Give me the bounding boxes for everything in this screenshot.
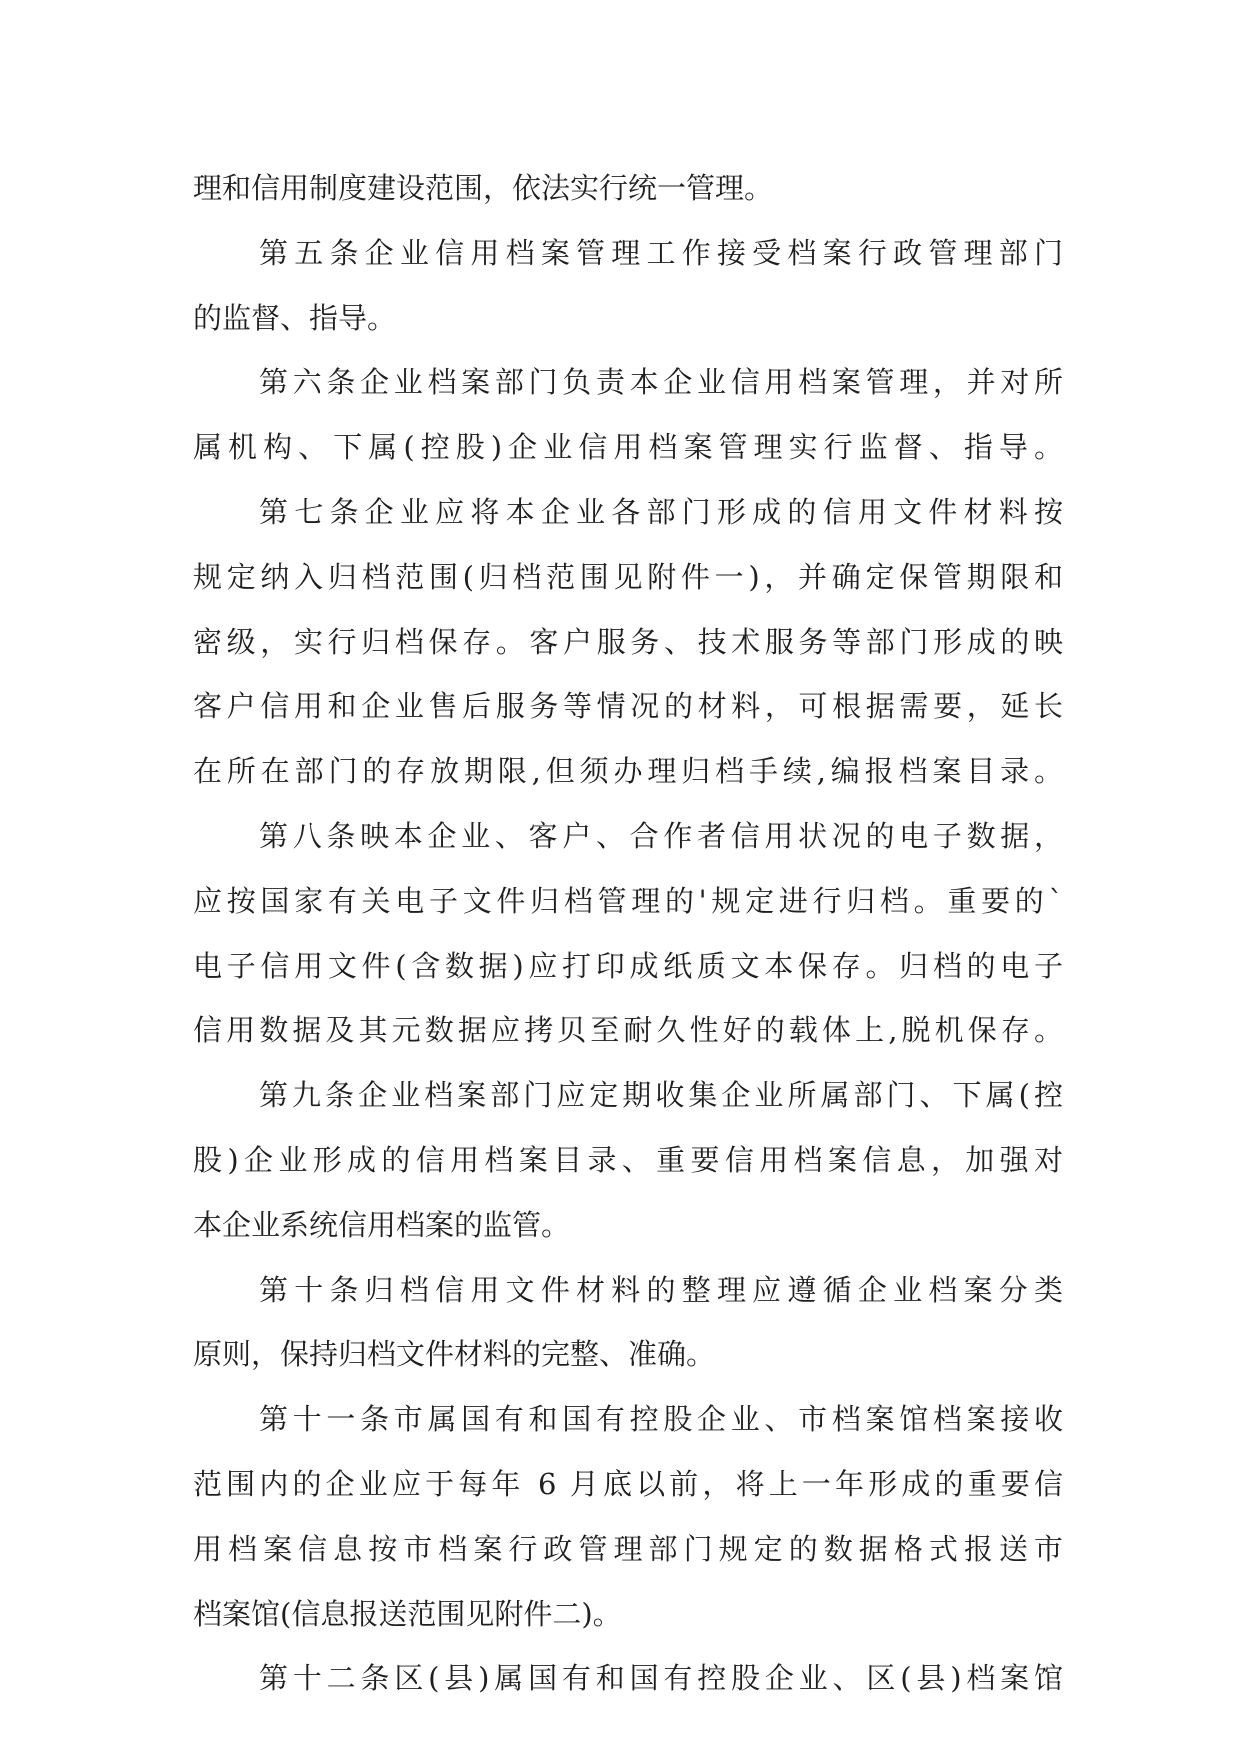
text-line: 第七条企业应将本企业各部门形成的信用文件材料按 [259,494,1063,529]
text-line: 第六条企业档案部门负责本企业信用档案管理，并对所 [259,365,1063,400]
document-body [193,156,1063,1711]
text-line: 密级，实行归档保存。客户服务、技术服务等部门形成的映 [193,624,1063,659]
text-line: 第十条归档信用文件材料的整理应遵循企业档案分类 [259,1272,1063,1307]
text-line: 的监督、指导。 [193,300,397,335]
text-line: 在所在部门的存放期限,但须办理归档手续,编报档案目录。 [193,754,1063,789]
text-line: 第九条企业档案部门应定期收集企业所属部门、下属(控 [259,1078,1063,1113]
text-line: 股)企业形成的信用档案目录、重要信用档案信息，加强对 [193,1142,1063,1177]
text-line: 规定纳入归档范围(归档范围见附件一)，并确定保管期限和 [193,559,1063,594]
text-line: 用档案信息按市档案行政管理部门规定的数据格式报送市 [193,1531,1063,1566]
text-line: 应按国家有关电子文件归档管理的'规定进行归档。重要的` [193,883,1063,918]
text-line: 第五条企业信用档案管理工作接受档案行政管理部门 [259,235,1063,270]
text-line: 档案馆(信息报送范围见附件二)。 [193,1596,622,1631]
text-line: 范围内的企业应于每年 6 月底以前，将上一年形成的重要信 [193,1466,1063,1501]
text-line: 第十二条区(县)属国有和国有控股企业、区(县)档案馆 [259,1661,1063,1696]
text-line: 第十一条市属国有和国有控股企业、市档案馆档案接收 [259,1402,1063,1437]
text-line: 本企业系统信用档案的监管。 [193,1207,571,1242]
text-line: 信用数据及其元数据应拷贝至耐久性好的载体上,脱机保存。 [193,1013,1063,1048]
text-line: 理和信用制度建设范围，依法实行统一管理。 [193,171,774,205]
text-line: 电子信用文件(含数据)应打印成纸质文本保存。归档的电子 [193,948,1063,983]
text-line: 属机构、下属(控股)企业信用档案管理实行监督、指导。 [193,430,1063,465]
text-line: 原则，保持归档文件材料的完整、准确。 [193,1337,716,1372]
text-line: 第八条映本企业、客户、合作者信用状况的电子数据， [259,818,1063,853]
text-line: 客户信用和企业售后服务等情况的材料，可根据需要，延长 [193,689,1063,724]
